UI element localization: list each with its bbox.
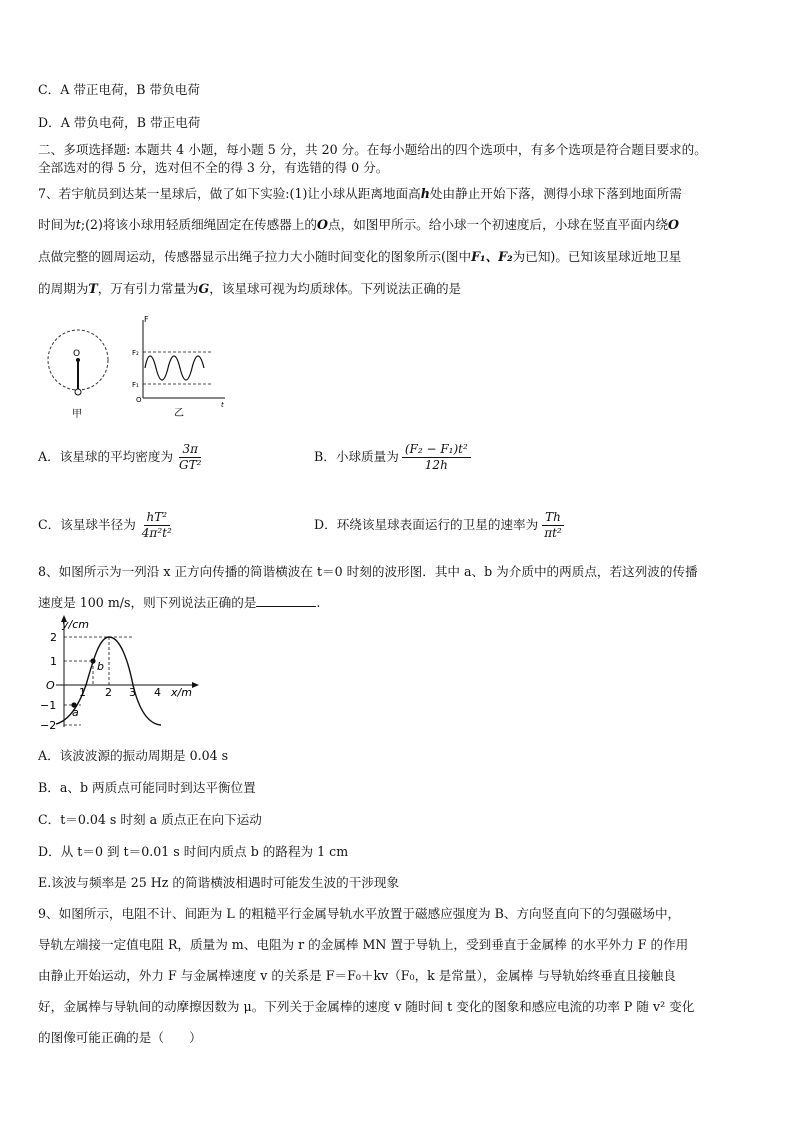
- q7-d-fraction: $\frac{Th}{\text{πt²}}$: [541, 510, 565, 541]
- q8-xtick-1: 1: [79, 686, 86, 699]
- q7-line3: 点做完整的圆周运动，传感器显示出绳子拉力大小随时间变化的图象所示(图中F₁、F₂为已知)。已知该星球近地卫星: [38, 249, 682, 264]
- q7-option-d: D．环绕该星球表面运行的卫星的速率为 $\frac{Th}{\text{πt²}}$: [314, 510, 568, 541]
- q8-ytick-1: 1: [50, 655, 57, 668]
- figure-yi-f-axis: F: [144, 315, 149, 324]
- q7-line2: 时间为t;(2)将该小球用轻质细绳固定在传感器上的O点，如图甲所示。给小球一个初速度后，小球在竖直平面内绕O: [38, 217, 680, 232]
- q9-line3: 由静止开始运动，外力 F 与金属棒速度 v 的关系是 F＝F₀＋kv（F₀，k 是常量），金属棒 与导轨始终垂直且接触良: [38, 968, 676, 983]
- q7-option-a: A．该星球的平均密度为 $\frac{3\pi}{\text{GT²}}$: [38, 442, 207, 473]
- q8-option-e: E.该波与频率是 25 Hz 的简谐横波相遇时可能发生波的干涉现象: [38, 875, 400, 890]
- q8-xtick-3: 3: [129, 686, 136, 699]
- q8-option-c: C．t＝0.04 s 时刻 a 质点正在向下运动: [38, 812, 262, 827]
- figure-jia-caption: 甲: [72, 409, 82, 420]
- figure-yi-t-axis: t: [221, 401, 224, 409]
- q9-line2: 导轨左端接一定值电阻 R，质量为 m、电阻为 r 的金属棒 MN 置于导轨上，受到垂直于金属棒 的水平外力 F 的作用: [38, 937, 689, 952]
- q8-xtick-2: 2: [105, 686, 112, 699]
- figure-yi-graph: [132, 315, 225, 419]
- figure-yi-f1: F₁: [132, 381, 139, 389]
- q8-option-a: A．该波波源的振动周期是 0.04 s: [38, 748, 229, 763]
- q8-origin: O: [46, 679, 55, 692]
- q8-option-b: B．a、b 两质点可能同时到达平衡位置: [38, 780, 256, 795]
- q7-a-fraction: $\frac{3\pi}{\text{GT²}}$: [179, 442, 202, 472]
- q8-label-b: b: [97, 660, 104, 673]
- section2-scoring: 全部选对的得 5 分，选对但不全的得 3 分，有选错的得 0 分。: [38, 160, 389, 175]
- q7-line4: 的周期为T，万有引力常量为G，该星球可视为均质球体。下列说法正确的是: [38, 281, 462, 296]
- figure-jia-circle: [48, 330, 108, 420]
- figure-yi-origin: O: [136, 396, 142, 404]
- q8-ytick-2: 2: [50, 631, 57, 644]
- q7-b-fraction: $\frac{\text{(F₂ − F₁)t²}}{12h}$: [402, 442, 471, 473]
- q8-ytick-m1: −1: [40, 699, 57, 712]
- q9-line4: 好，金属棒与导轨间的动摩擦因数为 μ。下列关于金属棒的速度 v 随时间 t 变化的图象和感应电流的功率 P 随 v² 变化: [38, 999, 695, 1014]
- section2-heading: 二、多项选择题: 本题共 4 小题，每小题 5 分，共 20 分。在每小题给出的四个选项中，有多个选项是符合题目要求的。: [38, 142, 707, 157]
- q7-line1: 7、若宇航员到达某一星球后，做了如下实验:(1)让小球从距离地面高h处由静止开始下落，测得小球下落到地面所需: [38, 186, 682, 201]
- q7-figure: [40, 310, 240, 425]
- q8-x-axis-label: x/m: [171, 686, 192, 699]
- q7-option-b: B．小球质量为 $\frac{\text{(F₂ − F₁)t²}}{12h}$: [314, 442, 474, 473]
- q8-answer-blank[interactable]: [256, 592, 316, 607]
- q7-c-fraction: $\frac{\text{hT²}}{\text{4π²t²}}$: [141, 510, 172, 540]
- q7-option-c: C．该星球半径为 $\frac{\text{hT²}}{\text{4π²t²}}$: [38, 510, 178, 541]
- q9-line5: 的图像可能正确的是（ ）: [38, 1030, 202, 1045]
- q6-option-d: D．A 带负电荷，B 带正电荷: [38, 115, 201, 130]
- q8-y-axis-label: y/cm: [62, 618, 89, 631]
- q8-option-d: D．从 t＝0 到 t＝0.01 s 时间内质点 b 的路程为 1 cm: [38, 844, 349, 859]
- q8-xtick-4: 4: [154, 686, 161, 699]
- q8-line1: 8、如图所示为一列沿 x 正方向传播的简谐横波在 t＝0 时刻的波形图．其中 a、b 为介质中的两质点，若这列波的传播: [38, 564, 698, 579]
- q8-wave-graph: [36, 612, 216, 737]
- q8-point-b: [90, 658, 95, 663]
- figure-jia-o-label: O: [73, 349, 81, 359]
- q8-ytick-m2: −2: [40, 719, 57, 732]
- q8-line2: 速度是 100 m/s，则下列说法正确的是 .: [38, 592, 320, 613]
- q6-option-c: C．A 带正电荷，B 带负电荷: [38, 82, 200, 97]
- q9-line1: 9、如图所示，电阻不计、间距为 L 的粗糙平行金属导轨水平放置于磁感应强度为 B、方向竖直向下的匀强磁场中，: [38, 906, 681, 921]
- figure-yi-caption: 乙: [174, 408, 184, 419]
- q8-label-a: a: [72, 706, 79, 719]
- figure-yi-f2: F₂: [132, 349, 139, 357]
